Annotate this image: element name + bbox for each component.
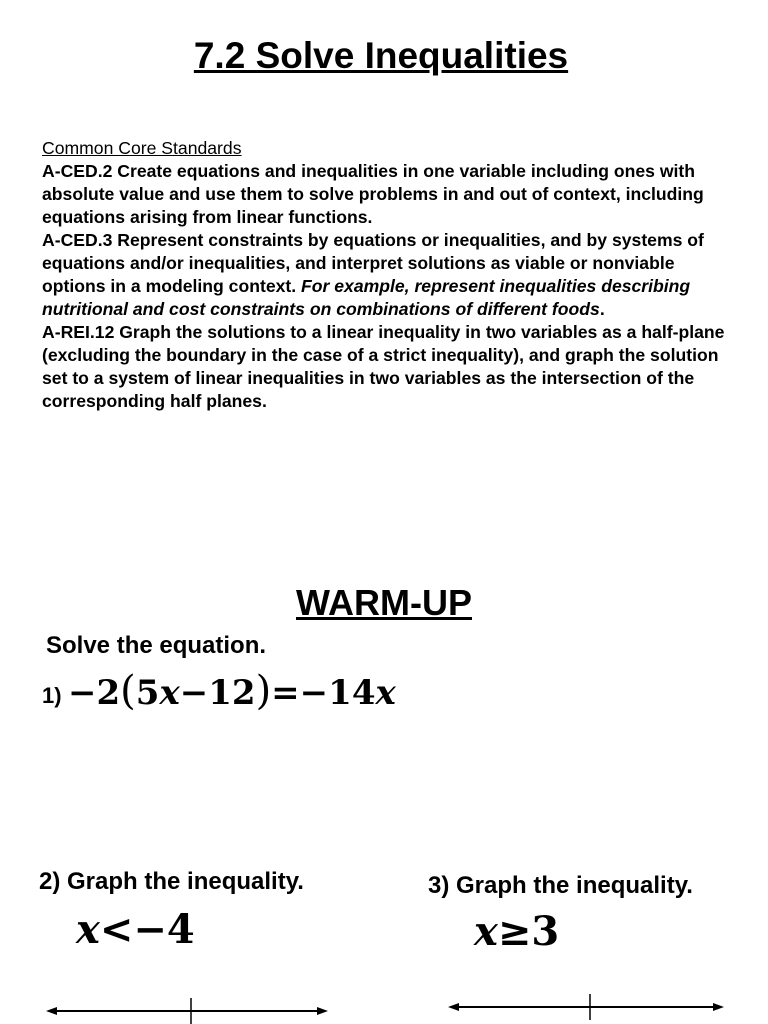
ineq-sign: −: [133, 906, 167, 953]
question-2-number-line: [44, 994, 330, 1024]
right-arrow-icon: [317, 1007, 328, 1015]
eq-coefficient: 5: [135, 673, 160, 713]
left-arrow-icon: [46, 1007, 57, 1015]
eq-coefficient: 14: [328, 673, 376, 713]
eq-minus: −: [68, 673, 97, 713]
standard-a-ced-3-end: .: [599, 299, 605, 319]
warmup-title: WARM-UP: [296, 582, 472, 623]
eq-coefficient: 2: [96, 673, 121, 713]
eq-minus: −: [299, 673, 329, 713]
eq-constant: 12: [208, 673, 256, 713]
ineq-value: 4: [166, 906, 195, 953]
standards-heading: Common Core Standards: [42, 138, 242, 158]
ineq-value: 3: [531, 908, 560, 955]
ineq-operator: ≥: [497, 908, 532, 955]
question-3-inequality: [474, 908, 559, 956]
eq-left-paren: (: [120, 668, 136, 714]
standard-a-ced-3-text: A-CED.3 Represent constraints by equations or inequalities, and by systems of equations and/or inequalities, and interpret solutions as viable or nonviable options in a modeling context.: [42, 230, 704, 296]
question-3-number-line: [446, 992, 726, 1022]
page-title: 7.2 Solve Inequalities: [193, 35, 569, 76]
standard-a-ced-3-example: For example, represent inequalities describing nutritional and cost constraints on combinations of different foods: [42, 276, 691, 319]
right-arrow-icon: [713, 1003, 724, 1011]
question-2-label: 2) Graph the inequality.: [39, 868, 304, 895]
question-1-equation: [68, 668, 396, 716]
left-arrow-icon: [448, 1003, 459, 1011]
eq-minus: −: [179, 673, 209, 713]
ineq-variable: x: [474, 908, 498, 955]
standard-a-ced-2: A-CED.2 Create equations and inequalities in one variable including ones with absolute value and use them to solve problems in and out of context, including equations arising from linear functions.: [42, 161, 704, 227]
eq-equals: =: [271, 673, 300, 713]
ineq-variable: x: [76, 906, 100, 953]
eq-variable: x: [159, 673, 180, 713]
standard-a-rei-12: A-REI.12 Graph the solutions to a linear inequality in two variables as a half-plane (excluding the boundary in the case of a strict inequality), and graph the solution set to a system of linear inequalities in two variables as the intersection of the corresponding half planes.: [42, 322, 725, 411]
standards-section: [42, 137, 742, 413]
warmup-instruction: Solve the equation.: [46, 632, 267, 659]
eq-right-paren: ): [255, 668, 272, 714]
question-2-inequality: [76, 906, 195, 954]
ineq-operator: <: [99, 906, 134, 953]
eq-variable: x: [375, 673, 396, 713]
question-3-label: 3) Graph the inequality.: [428, 872, 693, 899]
question-1-number: 1): [42, 683, 62, 708]
standard-a-ced-3: [42, 229, 742, 321]
